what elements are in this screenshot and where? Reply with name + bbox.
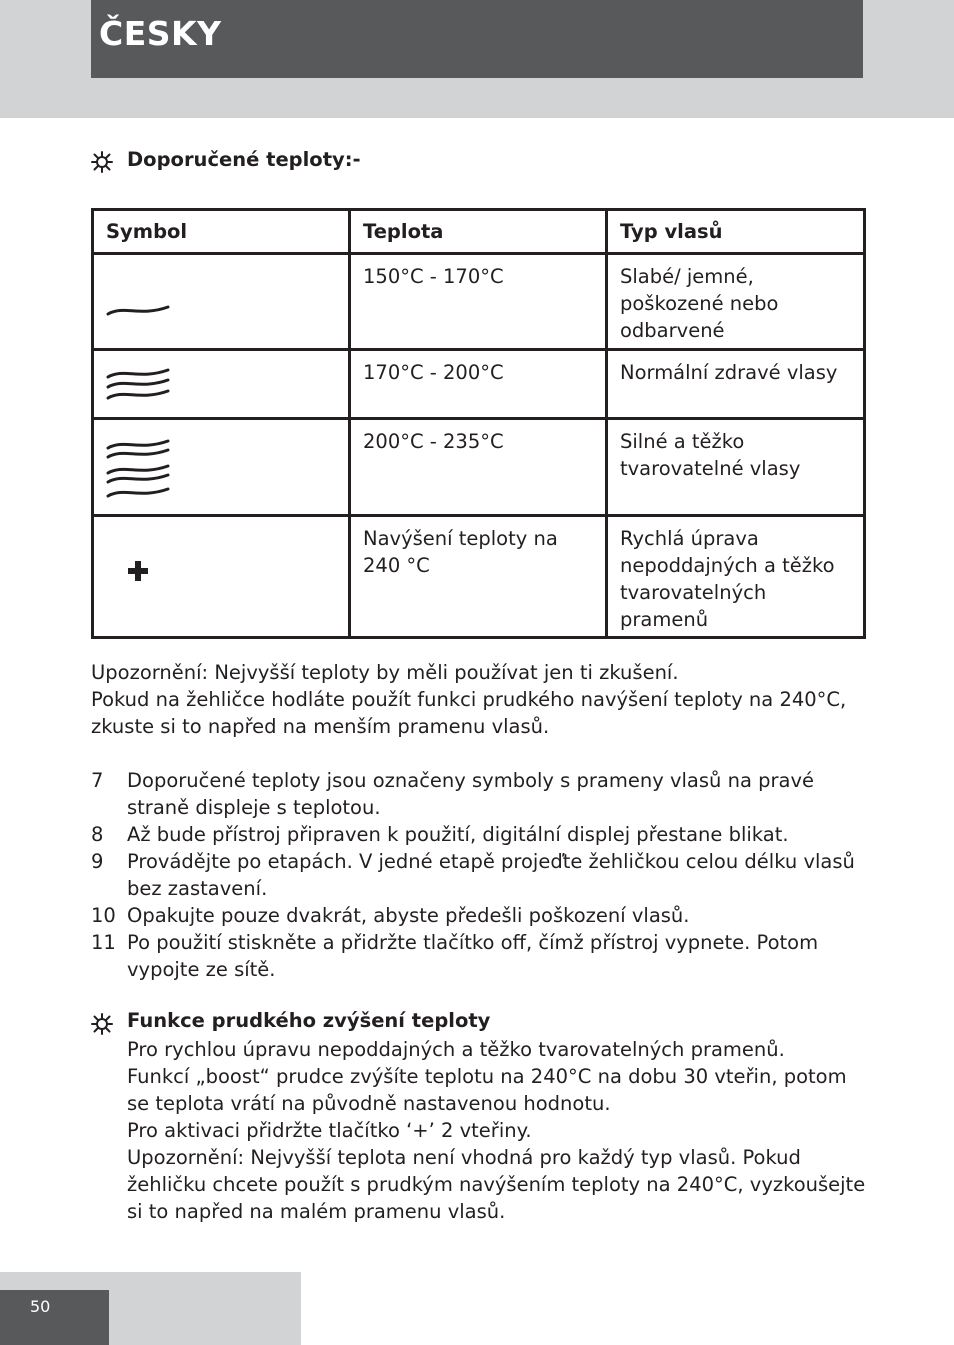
symbol-cell [93, 350, 350, 419]
symbol-cell [93, 419, 350, 516]
boost-line: Funkcí „boost“ prudce zvýšíte teplotu na 240°C na dobu 30 vteřin, potom se teplota vrátí na původně nastavenou hodnotu. [127, 1065, 847, 1115]
column-header-temperature: Teplota [350, 210, 607, 254]
table-row [93, 350, 865, 419]
step-text: Doporučené teploty jsou označeny symboly s prameny vlasů na pravé straně displeje s teplotou. [127, 769, 814, 819]
symbol-cell [93, 516, 350, 638]
page-number: 50 [30, 1297, 51, 1316]
hair-type-cell: Silné a těžko tvarovatelné vlasy [607, 419, 865, 516]
temperature-cell: 150°C - 170°C [350, 254, 607, 350]
temperature-cell: 200°C - 235°C [350, 419, 607, 516]
step-text: Po použití stiskněte a přidržte tlačítko off, čímž přístroj vypnete. Potom vypojte ze sítě. [127, 931, 819, 981]
hair-type-cell: Slabé/ jemné, poškozené nebo odbarvené [607, 254, 865, 350]
temperature-table [91, 208, 866, 639]
one-wave-icon [106, 301, 170, 321]
notice-line: Pokud na žehličce hodláte použít funkci prudkého navýšení teploty na 240°C, [91, 688, 847, 711]
sun-icon [91, 151, 113, 173]
notice-line: Upozornění: Nejvyšší teploty by měli používat jen ti zkušení. [91, 661, 679, 684]
step-number: 7 [91, 769, 104, 792]
table-row [93, 254, 865, 350]
step-text: Opakujte pouze dvakrát, abyste předešli poškození vlasů. [127, 904, 690, 927]
step-number: 9 [91, 850, 104, 873]
sun-icon [91, 1013, 113, 1035]
header-title-bar [91, 0, 863, 78]
page-number-box [0, 1290, 109, 1345]
boost-line: Pro aktivaci přidržte tlačítko ‘+’ 2 vteřiny. [127, 1119, 532, 1142]
step-number: 8 [91, 823, 104, 846]
temperature-cell: Navýšení teploty na 240 °C [350, 516, 607, 638]
column-header-hair-type: Typ vlasů [607, 210, 865, 254]
table-header-row [93, 210, 865, 254]
symbol-cell [93, 254, 350, 350]
plus-icon [127, 560, 149, 582]
step-number: 10 [91, 904, 116, 927]
notice-line: zkuste si to napřed na menším pramenu vlasů. [91, 715, 550, 738]
section-heading-boost: Funkce prudkého zvýšení teploty [127, 1009, 491, 1032]
boost-line: Pro rychlou úpravu nepoddajných a těžko tvarovatelných pramenů. [127, 1038, 785, 1061]
temperature-cell: 170°C - 200°C [350, 350, 607, 419]
step-number: 11 [91, 931, 116, 954]
hair-type-cell: Rychlá úprava nepoddajných a těžko tvarovatelných pramenů [607, 516, 865, 638]
section-heading-recommended-temps: Doporučené teploty:- [127, 148, 361, 171]
step-text: Provádějte po etapách. V jedné etapě projeďte žehličkou celou délku vlasů bez zastavení. [127, 850, 855, 900]
boost-description [127, 1036, 872, 1225]
boost-line: Upozornění: Nejvyšší teplota není vhodná pro každý typ vlasů. Pokud žehličku chcete použít s prudkým navýšením teploty na 240°C, vyzkoušejte si to napřed na malém pramenu vlasů. [127, 1146, 866, 1223]
three-waves-icon [106, 436, 170, 502]
table-row [93, 516, 865, 638]
table-row [93, 419, 865, 516]
step-text: Až bude přístroj připraven k použití, digitální displej přestane blikat. [127, 823, 789, 846]
column-header-symbol: Symbol [93, 210, 350, 254]
hair-type-cell: Normální zdravé vlasy [607, 350, 865, 419]
page-title: ČESKY [99, 14, 222, 53]
two-waves-icon [106, 365, 170, 405]
